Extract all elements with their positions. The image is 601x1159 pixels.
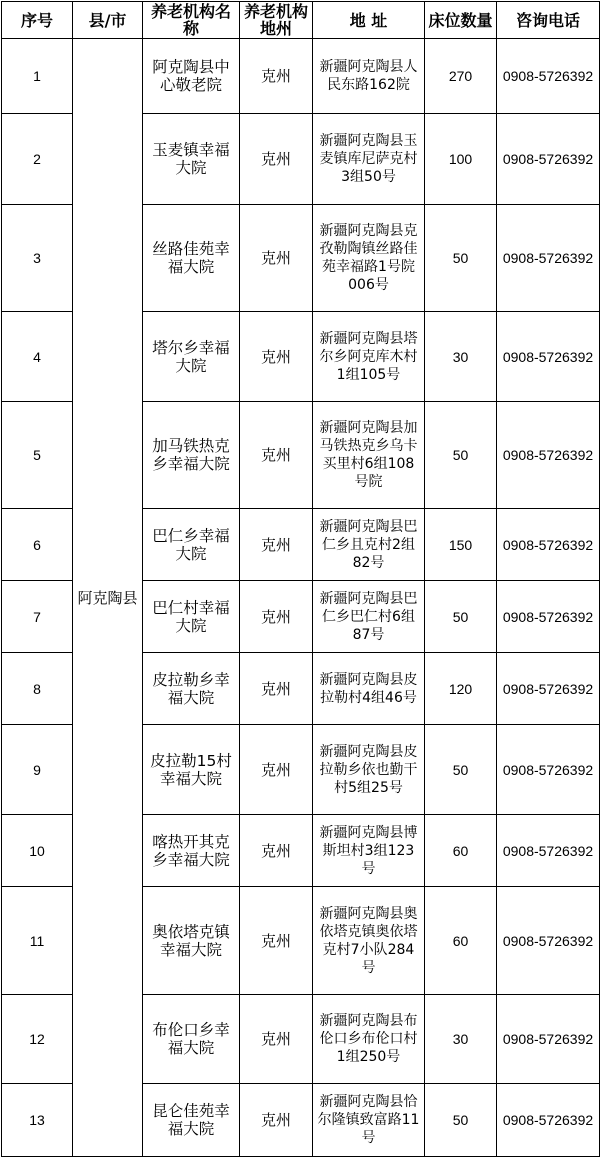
cell-beds: 60	[425, 887, 497, 995]
cell-name	[143, 402, 240, 509]
cell-beds: 50	[425, 1084, 497, 1157]
cell-address	[313, 114, 425, 205]
cell-address-text: 新疆阿克陶县巴仁乡巴仁村6组87号	[319, 590, 418, 643]
cell-prefecture: 克州	[240, 995, 313, 1084]
cell-name-text: 皮拉勒乡幸福大院	[152, 670, 230, 707]
cell-beds: 50	[425, 205, 497, 312]
cell-seq: 8	[2, 653, 73, 725]
cell-beds: 50	[425, 581, 497, 653]
cell-seq: 6	[2, 509, 73, 581]
header-beds: 床位数量	[425, 2, 497, 39]
cell-prefecture: 克州	[240, 312, 313, 402]
header-phone: 咨询电话	[497, 2, 600, 39]
cell-address	[313, 402, 425, 509]
cell-prefecture: 克州	[240, 39, 313, 114]
cell-name-text: 加马铁热克乡幸福大院	[152, 437, 230, 473]
cell-prefecture: 克州	[240, 114, 313, 205]
cell-address	[313, 653, 425, 725]
cell-name-text: 喀热开其克乡幸福大院	[152, 832, 230, 869]
cell-name-text: 阿克陶县中心敬老院	[152, 58, 230, 94]
cell-name-text: 丝路佳苑幸福大院	[152, 240, 230, 276]
cell-seq: 12	[2, 995, 73, 1084]
cell-name-text: 玉麦镇幸福大院	[152, 141, 230, 177]
cell-address	[313, 815, 425, 887]
cell-name	[143, 205, 240, 312]
cell-seq: 4	[2, 312, 73, 402]
cell-seq: 9	[2, 725, 73, 815]
cell-name-text: 巴仁村幸福大院	[152, 598, 230, 635]
cell-address-text: 新疆阿克陶县奥依塔克镇奥依塔克村7小队284号	[319, 905, 418, 976]
cell-address-text: 新疆阿克陶县加马铁热克乡乌卡买里村6组108号院	[319, 420, 418, 490]
cell-address	[313, 1084, 425, 1157]
cell-address-text: 新疆阿克陶县人民东路162院	[319, 59, 418, 93]
cell-address-text: 新疆阿克陶县博斯坦村3组123号	[319, 824, 418, 877]
cell-prefecture: 克州	[240, 205, 313, 312]
header-county: 县/市	[73, 2, 143, 39]
cell-address	[313, 995, 425, 1084]
cell-name	[143, 815, 240, 887]
header-name	[143, 2, 240, 39]
cell-name-text: 奥依塔克镇幸福大院	[152, 922, 230, 959]
cell-beds: 120	[425, 653, 497, 725]
cell-phone: 0908-5726392	[497, 114, 600, 205]
cell-beds: 270	[425, 39, 497, 114]
cell-seq: 5	[2, 402, 73, 509]
cell-address-text: 新疆阿克陶县布伦口乡布伦口村1组250号	[319, 1013, 418, 1065]
cell-address	[313, 312, 425, 402]
cell-name	[143, 1084, 240, 1157]
cell-name	[143, 39, 240, 114]
cell-address-text: 新疆阿克陶县巴仁乡且克村2组82号	[319, 518, 418, 571]
cell-prefecture: 克州	[240, 1084, 313, 1157]
header-row	[2, 2, 600, 39]
cell-address	[313, 509, 425, 581]
cell-address-text: 新疆阿克陶县玉麦镇库尼萨克村3组50号	[319, 133, 418, 185]
cell-seq: 1	[2, 39, 73, 114]
cell-address-text: 新疆阿克陶县恰尔隆镇致富路11号	[317, 1094, 420, 1146]
header-prefecture	[240, 2, 313, 39]
cell-seq: 13	[2, 1084, 73, 1157]
cell-prefecture: 克州	[240, 815, 313, 887]
cell-name-text: 昆仑佳苑幸福大院	[152, 1102, 230, 1138]
cell-name	[143, 581, 240, 653]
cell-county: 阿克陶县	[73, 39, 143, 1157]
cell-beds: 30	[425, 995, 497, 1084]
cell-name	[143, 653, 240, 725]
cell-beds: 50	[425, 725, 497, 815]
cell-beds: 50	[425, 402, 497, 509]
cell-address	[313, 581, 425, 653]
cell-phone: 0908-5726392	[497, 312, 600, 402]
cell-address-text: 新疆阿克陶县塔尔乡阿克库木村1组105号	[319, 330, 418, 383]
cell-prefecture: 克州	[240, 653, 313, 725]
cell-beds: 60	[425, 815, 497, 887]
cell-name	[143, 725, 240, 815]
cell-seq: 3	[2, 205, 73, 312]
header-seq: 序号	[2, 2, 73, 39]
cell-seq: 7	[2, 581, 73, 653]
header-name-text: 养老机构名称	[150, 2, 231, 38]
cell-phone: 0908-5726392	[497, 39, 600, 114]
cell-beds: 100	[425, 114, 497, 205]
cell-prefecture: 克州	[240, 887, 313, 995]
cell-prefecture: 克州	[240, 509, 313, 581]
cell-address	[313, 725, 425, 815]
cell-phone: 0908-5726392	[497, 1084, 600, 1157]
cell-phone: 0908-5726392	[497, 995, 600, 1084]
cell-beds: 30	[425, 312, 497, 402]
cell-phone: 0908-5726392	[497, 402, 600, 509]
cell-phone: 0908-5726392	[497, 653, 600, 725]
cell-address-text: 新疆阿克陶县克孜勒陶镇丝路佳苑幸福路1号院006号	[319, 223, 418, 293]
cell-name	[143, 995, 240, 1084]
cell-name-text: 皮拉勒15村幸福大院	[150, 751, 232, 788]
cell-phone: 0908-5726392	[497, 205, 600, 312]
cell-seq: 10	[2, 815, 73, 887]
cell-prefecture: 克州	[240, 402, 313, 509]
header-prefecture-text: 养老机构地州	[244, 2, 309, 38]
cell-name	[143, 887, 240, 995]
cell-name-text: 巴仁乡幸福大院	[152, 526, 230, 563]
cell-phone: 0908-5726392	[497, 815, 600, 887]
cell-address-text: 新疆阿克陶县皮拉勒村4组46号	[319, 671, 418, 706]
cell-address	[313, 887, 425, 995]
nursing-home-table	[1, 1, 600, 1157]
cell-name-text: 布伦口乡幸福大院	[152, 1021, 230, 1057]
cell-beds: 150	[425, 509, 497, 581]
cell-prefecture: 克州	[240, 725, 313, 815]
cell-seq: 2	[2, 114, 73, 205]
cell-phone: 0908-5726392	[497, 887, 600, 995]
cell-name-text: 塔尔乡幸福大院	[152, 338, 230, 375]
cell-phone: 0908-5726392	[497, 581, 600, 653]
cell-prefecture: 克州	[240, 581, 313, 653]
cell-name	[143, 114, 240, 205]
cell-seq: 11	[2, 887, 73, 995]
header-address: 地 址	[313, 2, 425, 39]
cell-name	[143, 312, 240, 402]
cell-phone: 0908-5726392	[497, 725, 600, 815]
cell-address	[313, 205, 425, 312]
cell-address-text: 新疆阿克陶县皮拉勒乡依也勤干村5组25号	[319, 743, 418, 796]
cell-name	[143, 509, 240, 581]
table-row	[2, 39, 600, 114]
cell-phone: 0908-5726392	[497, 509, 600, 581]
cell-address	[313, 39, 425, 114]
